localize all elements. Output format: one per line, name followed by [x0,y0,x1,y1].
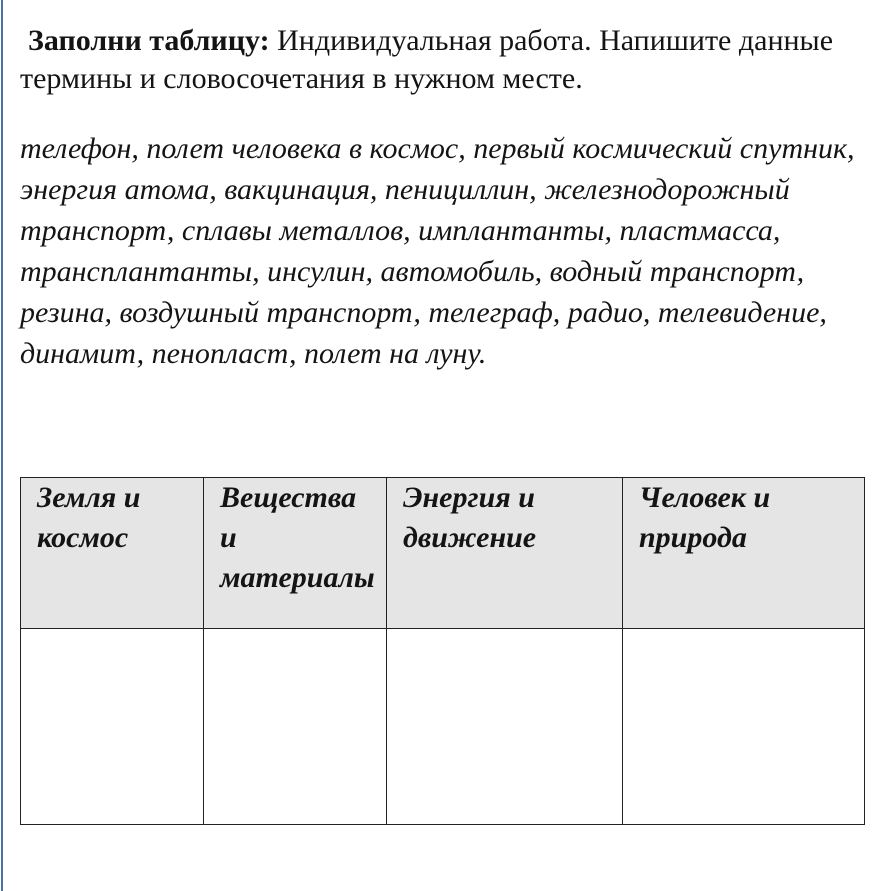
header-substances-materials: Вещества и материалы [204,478,387,629]
worksheet [20,22,870,374]
page-left-border [1,0,3,891]
table-header-row [21,478,865,629]
terms-list: телефон, полет человека в космос, первый космический спутник, энергия атома, вакцинация, пенициллин, железнодорожный транспорт, сплавы металлов, имплантанты, пластмасса, трансплантанты, инсулин, автомобиль, водный транспорт, резина, воздушный транспорт, телеграф, радио, телевидение, динамит, пенопласт, полет на луну. [20,132,855,370]
table-row [21,629,865,825]
cell-energy-motion[interactable] [387,629,623,825]
cell-earth-space[interactable] [21,629,204,825]
cell-substances-materials[interactable] [204,629,387,825]
classification-table [20,477,865,825]
task-paragraph [20,22,870,98]
cell-human-nature[interactable] [623,629,865,825]
header-earth-space: Земля и космос [21,478,204,629]
task-instruction: Индивидуальная работа. Напишите данные термины и словосочетания в нужном месте. [20,24,834,95]
header-human-nature: Человек и природа [623,478,865,629]
header-energy-motion: Энергия и движение [387,478,623,629]
task-title: Заполни таблицу: [28,24,270,57]
